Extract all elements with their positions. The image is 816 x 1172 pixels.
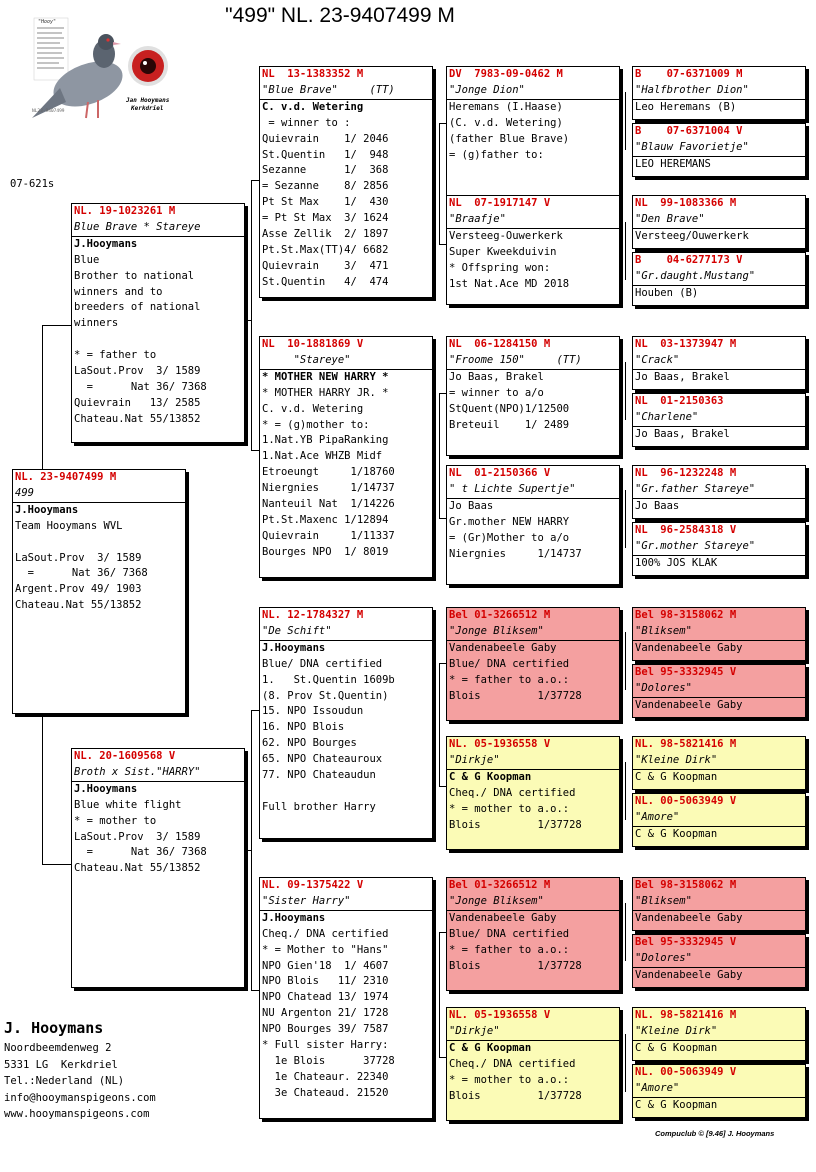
- pigeon-name: " t Lichte Supertje": [447, 482, 619, 499]
- info-line: LaSout.Prov 3/ 1589: [15, 551, 142, 564]
- pigeon-name: "Dolores": [633, 681, 805, 698]
- pedigree-title: "499" NL. 23-9407499 M: [225, 4, 455, 27]
- pigeon-card-p1: [71, 203, 245, 443]
- info-line: * = mother to a.o.:: [449, 802, 570, 815]
- info-line: 16. NPO Blois: [262, 721, 345, 734]
- pigeon-name: "Blauw Favorietje": [633, 140, 805, 157]
- info-line: [72, 332, 244, 348]
- pigeon-card-p14: [446, 1007, 620, 1121]
- info-line: * Full sister Harry:: [262, 1039, 389, 1052]
- info-line: Vandenabeele Gaby: [635, 641, 743, 654]
- pigeon-card-p19: [632, 336, 806, 390]
- pigeon-card-p13: [446, 877, 620, 991]
- pigeon-name: "Crack": [633, 353, 805, 370]
- info-line: NPO Bourges 39/ 7587: [262, 1023, 389, 1036]
- info-line: C & G Koopman: [635, 1098, 718, 1111]
- pigeon-card-p25: [632, 736, 806, 790]
- info-line: = (Gr)Mother to a/o: [449, 531, 570, 544]
- pigeon-card-p28: [632, 934, 806, 988]
- pigeon-name: "Kleine Dirk": [633, 753, 805, 770]
- info-line: 1e Blois 37728: [262, 1054, 395, 1067]
- pigeon-card-p30: [632, 1064, 806, 1118]
- logo-side-text: NL23-9407499: [32, 109, 65, 114]
- info-line: LEO HEREMANS: [635, 157, 711, 170]
- info-line: NU Argenton 21/ 1728: [262, 1007, 389, 1020]
- info-line: 1st Nat.Ace MD 2018: [449, 277, 570, 290]
- info-line: = Nat 36/ 7368: [15, 567, 148, 580]
- connector: [251, 180, 252, 320]
- ring-number: Bel 01-3266512 M: [449, 879, 551, 891]
- breeder-name: J. Hooymans: [4, 1019, 104, 1037]
- ring-number: NL. 05-1936558 V: [449, 1009, 551, 1021]
- info-line: Argent.Prov 49/ 1903: [15, 583, 142, 596]
- logo-place: Kerkdriel: [131, 105, 164, 112]
- pigeon-name: "Kleine Dirk": [633, 1024, 805, 1041]
- info-line: Vandenabeele Gaby: [635, 968, 743, 981]
- info-line: Blois 1/37728: [449, 818, 582, 831]
- connector: [439, 123, 440, 244]
- pigeon-name: "Sister Harry": [260, 894, 432, 911]
- connector: [625, 632, 626, 690]
- ring-number: NL. 98-5821416 M: [635, 1009, 737, 1021]
- info-line: C & G Koopman: [635, 770, 718, 783]
- pigeon-card-p3: [259, 66, 433, 298]
- info-line: Quievrain 13/ 2585: [74, 396, 201, 409]
- info-line: Chateau.Nat 55/13852: [15, 599, 142, 612]
- info-line: Bourges NPO 1/ 8019: [262, 545, 389, 558]
- info-line: winners: [74, 317, 119, 330]
- connector: [439, 932, 440, 1057]
- connector: [439, 244, 446, 245]
- breeder-city: 5331 LG Kerkdriel: [4, 1058, 118, 1071]
- breeder-address: Noordbeemdenweg 2: [4, 1042, 112, 1054]
- pigeon-card-p2: [71, 748, 245, 988]
- info-line: * = mother to a.o.:: [449, 1073, 570, 1086]
- connector: [251, 710, 259, 711]
- connector: [439, 663, 446, 664]
- connector: [251, 990, 259, 991]
- info-line: Chateau.Nat 55/13852: [74, 862, 201, 875]
- info-line: 77. NPO Chateaudun: [262, 769, 376, 782]
- info-line: Niergnies 1/14737: [262, 482, 395, 495]
- info-line: Vandenabeele Gaby: [449, 911, 557, 924]
- ring-number: Bel 01-3266512 M: [449, 609, 551, 621]
- pigeon-name: "Amore": [633, 1081, 805, 1098]
- ring-number: NL. 20-1609568 V: [74, 750, 176, 762]
- pigeon-card-p6: [259, 877, 433, 1119]
- ring-number: NL 96-1232248 M: [635, 467, 737, 479]
- info-line: = Nat 36/ 7368: [74, 380, 207, 393]
- pigeon-name: "Braafje": [447, 212, 619, 229]
- pigeon-name: "Jonge Bliksem": [447, 894, 619, 911]
- ring-number: B 07-6371009 M: [635, 68, 743, 80]
- info-line: J.Hooymans: [74, 237, 138, 250]
- connector: [251, 710, 252, 990]
- pigeon-card-p8: [446, 195, 620, 305]
- info-line: Blois 1/37728: [449, 1089, 582, 1102]
- ring-number: Bel 98-3158062 M: [635, 879, 737, 891]
- info-line: Blue/ DNA certified: [449, 657, 570, 670]
- pigeon-name: Blue Brave * Stareye: [72, 220, 244, 237]
- info-line: C & G Koopman: [635, 827, 718, 840]
- ring-number: Bel 95-3332945 V: [635, 666, 737, 678]
- ring-number: NL. 05-1936558 V: [449, 738, 551, 750]
- info-line: NPO Blois 11/ 2310: [262, 975, 389, 988]
- info-line: Blois 1/37728: [449, 689, 582, 702]
- info-line: Cheq./ DNA certified: [449, 786, 576, 799]
- pigeon-card-p23: [632, 607, 806, 661]
- connector: [625, 1034, 626, 1092]
- connector: [42, 864, 71, 865]
- pigeon-name: "Amore": [633, 810, 805, 827]
- info-line: Versteeg/Ouwerkerk: [635, 229, 749, 242]
- info-line: J.Hooymans: [262, 911, 326, 924]
- info-line: * MOTHER NEW HARRY *: [262, 370, 389, 383]
- connector: [625, 222, 626, 280]
- info-line: Blue/ DNA certified: [449, 927, 570, 940]
- pigeon-card-p16: [632, 123, 806, 177]
- info-line: [260, 784, 432, 800]
- connector: [439, 518, 446, 519]
- info-line: Full brother Harry: [262, 800, 376, 813]
- info-line: Blois 1/37728: [449, 959, 582, 972]
- pigeon-name: 499: [13, 486, 185, 503]
- info-line: 1.Nat.YB PipaRanking: [262, 434, 389, 447]
- ring-number: NL 96-2584318 V: [635, 524, 737, 536]
- info-line: St.Quentin 1/ 948: [262, 148, 389, 161]
- connector: [251, 450, 259, 451]
- breeder-email[interactable]: info@hooymanspigeons.com: [4, 1091, 156, 1104]
- breeder-website[interactable]: www.hooymanspigeons.com: [4, 1108, 150, 1120]
- info-line: Vandenabeele Gaby: [449, 641, 557, 654]
- pigeon-card-p11: [446, 607, 620, 721]
- info-line: * = mother to: [74, 814, 157, 827]
- connector: [439, 393, 446, 394]
- info-line: C. v.d. Wetering: [262, 402, 364, 415]
- info-line: = winner to :: [262, 116, 351, 129]
- info-line: Pt.St.Max(TT)4/ 6682: [262, 243, 389, 256]
- ring-number: NL. 00-5063949 V: [635, 1066, 737, 1078]
- ring-number: NL 07-1917147 V: [449, 197, 551, 209]
- pigeon-name: "Stareye": [260, 353, 432, 370]
- ring-number: NL 01-2150366 V: [449, 467, 551, 479]
- pigeon-name: "Gr.daught.Mustang": [633, 269, 805, 286]
- info-line: 15. NPO Issoudun: [262, 705, 364, 718]
- pigeon-name: "Charlene": [633, 410, 805, 427]
- ring-number: NL 10-1881869 V: [262, 338, 364, 350]
- ring-number: NL 13-1383352 M: [262, 68, 364, 80]
- ring-number: NL. 00-5063949 V: [635, 795, 737, 807]
- info-line: Chateau.Nat 55/13852: [74, 412, 201, 425]
- connector: [625, 903, 626, 961]
- info-line: = (g)father to:: [449, 148, 544, 161]
- connector: [42, 325, 43, 470]
- ring-number: NL. 98-5821416 M: [635, 738, 737, 750]
- info-line: Quievrain 3/ 471: [262, 259, 389, 272]
- pigeon-card-p26: [632, 793, 806, 847]
- info-line: 3e Chateaud. 21520: [262, 1086, 389, 1099]
- info-line: * = Mother to "Hans": [262, 943, 389, 956]
- info-line: J.Hooymans: [74, 782, 138, 795]
- info-line: St.Quentin 4/ 474: [262, 275, 389, 288]
- connector: [439, 663, 440, 786]
- pigeon-card-p15: [632, 66, 806, 120]
- info-line: LaSout.Prov 3/ 1589: [74, 365, 201, 378]
- info-line: Etroeungt 1/18760: [262, 466, 395, 479]
- info-line: Jo Baas: [635, 499, 680, 512]
- ring-number: DV 7983-09-0462 M: [449, 68, 563, 80]
- info-line: J.Hooymans: [262, 641, 326, 654]
- ring-number: B 04-6277173 V: [635, 254, 743, 266]
- pigeon-logo: [22, 14, 190, 126]
- connector: [439, 123, 446, 124]
- info-line: C. v.d. Wetering: [262, 100, 364, 113]
- info-line: Niergnies 1/14737: [449, 547, 582, 560]
- pigeon-card-p18: [632, 252, 806, 306]
- info-line: Cheq./ DNA certified: [262, 927, 389, 940]
- info-line: 65. NPO Chateauroux: [262, 753, 383, 766]
- info-line: Pt St Max 1/ 430: [262, 196, 389, 209]
- pigeon-card-p20: [632, 393, 806, 447]
- ring-number: Bel 95-3332945 V: [635, 936, 737, 948]
- connector: [42, 712, 43, 864]
- info-line: * = father to a.o.:: [449, 943, 570, 956]
- pigeon-name: "De Schift": [260, 624, 432, 641]
- logo-header-text: "Hooy": [38, 19, 57, 25]
- pigeon-card-p29: [632, 1007, 806, 1061]
- breeder-info: [4, 1018, 156, 1123]
- info-line: C & G Koopman: [635, 1041, 718, 1054]
- info-line: C & G Koopman: [449, 770, 532, 783]
- pigeon-card-p22: [632, 522, 806, 576]
- info-line: * MOTHER HARRY JR. *: [262, 386, 389, 399]
- pigeon-name: "Halfbrother Dion": [633, 83, 805, 100]
- info-line: = Nat 36/ 7368: [74, 846, 207, 859]
- pigeon-name: "Den Brave": [633, 212, 805, 229]
- info-line: C & G Koopman: [449, 1041, 532, 1054]
- info-line: Gr.mother NEW HARRY: [449, 515, 570, 528]
- breeder-tel: Tel.:Nederland (NL): [4, 1075, 125, 1087]
- pigeon-name: "Jonge Dion": [447, 83, 619, 100]
- pigeon-name: "Bliksem": [633, 894, 805, 911]
- info-line: Blue/ DNA certified: [262, 657, 383, 670]
- info-line: Super Kweekduivin: [449, 245, 557, 258]
- connector: [439, 786, 446, 787]
- logo-name: Jan Hooymans: [126, 97, 170, 104]
- info-line: Team Hooymans WVL: [15, 519, 123, 532]
- connector: [625, 490, 626, 548]
- info-line: Quievrain 1/ 2046: [262, 132, 389, 145]
- info-line: = winner to a/o: [449, 386, 544, 399]
- ring-number: NL 01-2150363: [635, 395, 724, 407]
- info-line: Asse Zellik 2/ 1897: [262, 228, 389, 241]
- pigeon-card-p5: [259, 607, 433, 839]
- info-line: Vandenabeele Gaby: [635, 911, 743, 924]
- pigeon-card-p9: [446, 336, 620, 456]
- pigeon-card-p10: [446, 465, 620, 585]
- info-line: Leo Heremans (B): [635, 100, 737, 113]
- info-line: Breteuil 1/ 2489: [449, 418, 570, 431]
- pigeon-name: "Froome 150" (TT): [447, 353, 619, 370]
- connector: [439, 1057, 446, 1058]
- pigeon-name: "Gr.mother Stareye": [633, 539, 805, 556]
- info-line: Nanteuil Nat 1/14226: [262, 498, 395, 511]
- pigeon-name: "Bliksem": [633, 624, 805, 641]
- ring-number: NL. 19-1023261 M: [74, 205, 176, 217]
- pigeon-card-p24: [632, 664, 806, 718]
- pigeon-card-p17: [632, 195, 806, 249]
- pigeon-name: "Dirkje": [447, 753, 619, 770]
- info-line: Sezanne 1/ 368: [262, 164, 389, 177]
- connector: [625, 362, 626, 420]
- ring-number: NL 99-1083366 M: [635, 197, 737, 209]
- info-line: Brother to national: [74, 269, 195, 282]
- ring-number: Bel 98-3158062 M: [635, 609, 737, 621]
- pigeon-card-p0: [12, 469, 186, 714]
- info-line: J.Hooymans: [15, 503, 79, 516]
- connector: [42, 325, 71, 326]
- info-line: = Pt St Max 3/ 1624: [262, 212, 389, 225]
- info-line: 100% JOS KLAK: [635, 556, 718, 569]
- info-line: Cheq./ DNA certified: [449, 1057, 576, 1070]
- info-line: (C. v.d. Wetering): [449, 116, 563, 129]
- info-line: = Sezanne 8/ 2856: [262, 180, 389, 193]
- pigeon-name: "Jonge Bliksem": [447, 624, 619, 641]
- pigeon-card-p7: [446, 66, 620, 196]
- info-line: [13, 535, 185, 551]
- info-line: Houben (B): [635, 286, 699, 299]
- pigeon-card-p21: [632, 465, 806, 519]
- connector: [625, 762, 626, 820]
- ring-number: NL 06-1284150 M: [449, 338, 551, 350]
- ring-number: B 07-6371004 V: [635, 125, 743, 137]
- connector: [251, 180, 259, 181]
- info-line: StQuent(NPO)1/12500: [449, 402, 570, 415]
- info-line: Jo Baas, Brakel: [635, 370, 730, 383]
- pedigree-code: 07-621s: [10, 178, 55, 190]
- info-line: * = father to: [74, 349, 157, 362]
- pigeon-name: Broth x Sist."HARRY": [72, 765, 244, 782]
- info-line: Vandenabeele Gaby: [635, 698, 743, 711]
- info-line: * = (g)mother to:: [262, 418, 370, 431]
- connector: [251, 320, 252, 450]
- pigeon-card-p27: [632, 877, 806, 931]
- info-line: 1.Nat.Ace WHZB Midf: [262, 450, 383, 463]
- pigeon-card-p4: [259, 336, 433, 578]
- info-line: winners and to: [74, 285, 163, 298]
- info-line: LaSout.Prov 3/ 1589: [74, 830, 201, 843]
- info-line: * Offspring won:: [449, 261, 551, 274]
- info-line: 1e Chateaur. 22340: [262, 1070, 389, 1083]
- pigeon-card-p12: [446, 736, 620, 850]
- info-line: * = father to a.o.:: [449, 673, 570, 686]
- pigeon-name: "Dolores": [633, 951, 805, 968]
- connector: [439, 393, 440, 518]
- info-line: Blue white flight: [74, 798, 182, 811]
- info-line: Pt.St.Maxenc 1/12894: [262, 513, 389, 526]
- ring-number: NL. 12-1784327 M: [262, 609, 364, 621]
- info-line: Heremans (I.Haase): [449, 100, 563, 113]
- info-line: NPO Gien'18 1/ 4607: [262, 959, 389, 972]
- pigeon-name: "Gr.father Stareye": [633, 482, 805, 499]
- info-line: 62. NPO Bourges: [262, 737, 357, 750]
- footer-credit: Compuclub © [9.46] J. Hooymans: [655, 1129, 775, 1138]
- ring-number: NL. 09-1375422 V: [262, 879, 364, 891]
- info-line: breeders of national: [74, 301, 201, 314]
- info-line: NPO Chatead 13/ 1974: [262, 991, 389, 1004]
- info-line: Versteeg-Ouwerkerk: [449, 229, 563, 242]
- info-line: 1. St.Quentin 1609b: [262, 673, 395, 686]
- info-line: Blue: [74, 253, 100, 266]
- info-line: Jo Baas, Brakel: [449, 370, 544, 383]
- info-line: (father Blue Brave): [449, 132, 570, 145]
- connector: [625, 92, 626, 150]
- info-line: Quievrain 1/11337: [262, 529, 395, 542]
- info-line: (8. Prov St.Quentin): [262, 689, 389, 702]
- ring-number: NL 03-1373947 M: [635, 338, 737, 350]
- info-line: Jo Baas, Brakel: [635, 427, 730, 440]
- connector: [439, 932, 446, 933]
- info-line: Jo Baas: [449, 499, 494, 512]
- pigeon-name: "Dirkje": [447, 1024, 619, 1041]
- pigeon-name: "Blue Brave" (TT): [260, 83, 432, 100]
- ring-number: NL. 23-9407499 M: [15, 471, 117, 483]
